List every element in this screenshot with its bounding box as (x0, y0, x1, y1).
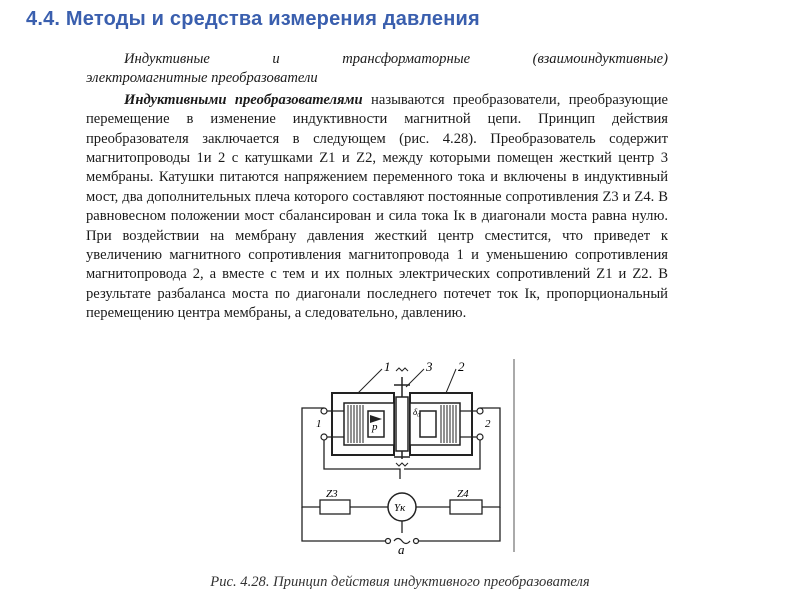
label-coil-right: 2 (485, 418, 491, 430)
body-lead-term: Индуктивными преобразователями (124, 91, 363, 108)
label-core-1: 1 (384, 359, 391, 374)
membrane-center (394, 368, 410, 466)
figure-caption: Рис. 4.28. Принцип действия индуктивного преобразователя (210, 574, 590, 590)
slide-title: 4.4. Методы и средства измерения давления (26, 8, 480, 30)
label-pressure: p (372, 421, 378, 433)
body-text: называются преобразователи, преобразующие перемещение в изменение индуктивности магнитной цепи. Принцип действия преобразователя заключается в следующем (рис. 4.28). Преобразователь содержит магнитопроводы 1и 2 с катушками Z1 и Z2, между которыми помещен жесткий центр 3 мембраны. Катушки питаются напряжением переменного тока и включены в индуктивный мост, два дополнительных плеча которого составляют постоянные сопротивления Z3 и Z4. В равновесном положении мост сбалансирован и сила тока Iк в диагонали моста равна нулю. При воздействии на мембрану давления жесткий центр сместится, что приведет к увеличению магнитного сопротивления магнитопровода 1 и уменьшению сопротивления магнитопровода 2, а вместе с тем и их полных электрических сопротивлений Z1 и Z2. В результате разбаланса моста по диагонали последнего потечет ток Iк, пропорциональный перемещению центра мембраны, а следовательно, давлению. (86, 91, 668, 322)
resistor-z3 (320, 500, 350, 514)
magnetic-core-right (410, 393, 472, 455)
label-membrane-3: 3 (426, 359, 433, 374)
transducer-figure (278, 357, 518, 554)
label-a: а (398, 542, 405, 554)
section-heading: Индуктивные и трансформаторные (взаимоиндуктивные) (124, 51, 668, 67)
text-block (86, 50, 668, 324)
body-paragraph (86, 91, 668, 324)
label-z4: Z4 (457, 488, 469, 500)
magnetic-core-left (332, 393, 394, 455)
section-heading-line2: электромагнитные преобразователи (86, 70, 318, 87)
label-gap: δ₀ (413, 407, 421, 417)
label-coil-left: 1 (316, 418, 322, 430)
label-meter: Yк (394, 502, 406, 514)
label-core-2: 2 (458, 359, 465, 374)
label-z3: Z3 (326, 488, 338, 500)
resistor-z4 (450, 500, 482, 514)
